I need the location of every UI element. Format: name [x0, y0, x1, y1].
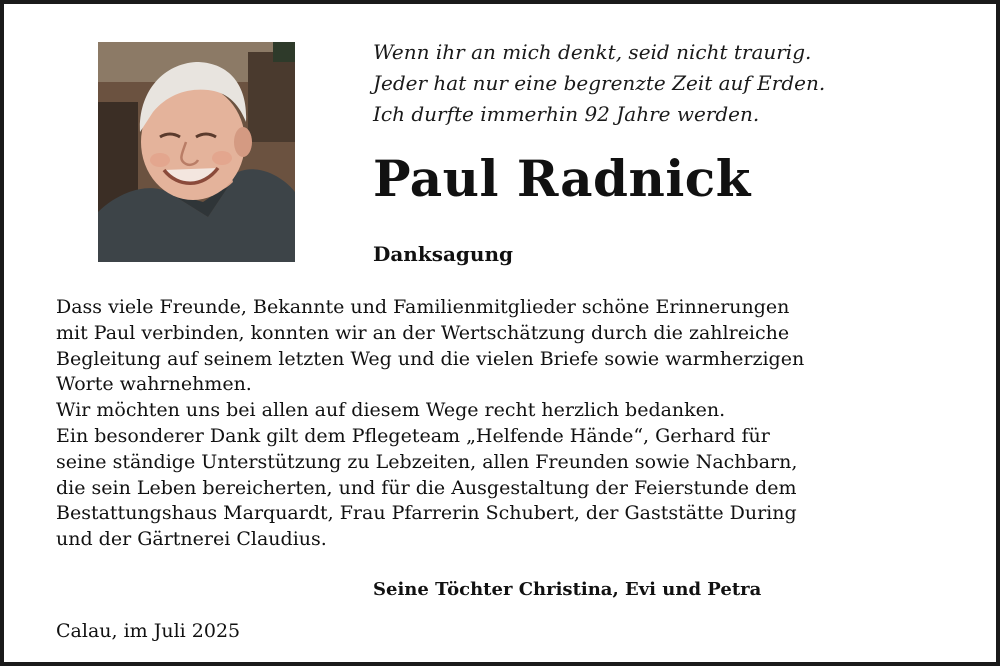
portrait-illustration	[98, 42, 295, 262]
thanks-line: Wir möchten uns bei allen auf diesem Wege recht herzlich bedanken.	[56, 399, 726, 422]
poem	[373, 37, 973, 130]
poem-line: Wenn ihr an mich denkt, seid nicht traurig.	[373, 40, 812, 64]
section-heading: Danksagung	[373, 242, 513, 266]
thanks-line: mit Paul verbinden, konnten wir an der Wertschätzung durch die zahlreiche	[56, 321, 790, 344]
thanks-line: Ein besonderer Dank gilt dem Pflegeteam „Helfende Hände“, Gerhard für	[56, 424, 770, 447]
thanks-line: die sein Leben bereicherten, und für die Ausgestaltung der Feierstunde dem	[56, 476, 797, 499]
deceased-name: Paul Radnick	[373, 149, 751, 208]
signature: Seine Töchter Christina, Evi und Petra	[373, 579, 762, 600]
poem-line: Ich durfte immerhin 92 Jahre werden.	[373, 102, 760, 126]
thanks-line: seine ständige Unterstützung zu Lebzeiten, allen Freunden sowie Nachbarn,	[56, 450, 798, 473]
portrait-photo	[98, 42, 295, 262]
thanks-line: Bestattungshaus Marquardt, Frau Pfarrerin Schubert, der Gaststätte During	[56, 502, 797, 525]
thanks-line: Begleitung auf seinem letzten Weg und die vielen Briefe sowie warmherzigen	[56, 347, 805, 370]
poem-line: Jeder hat nur eine begrenzte Zeit auf Erden.	[373, 71, 826, 95]
thanks-line: Worte wahrnehmen.	[56, 373, 252, 396]
thanks-line: und der Gärtnerei Claudius.	[56, 528, 327, 551]
place-date: Calau, im Juli 2025	[56, 620, 241, 642]
thanks-line: Dass viele Freunde, Bekannte und Familienmitglieder schöne Erinnerungen	[56, 296, 790, 318]
thanks-text	[56, 295, 976, 553]
